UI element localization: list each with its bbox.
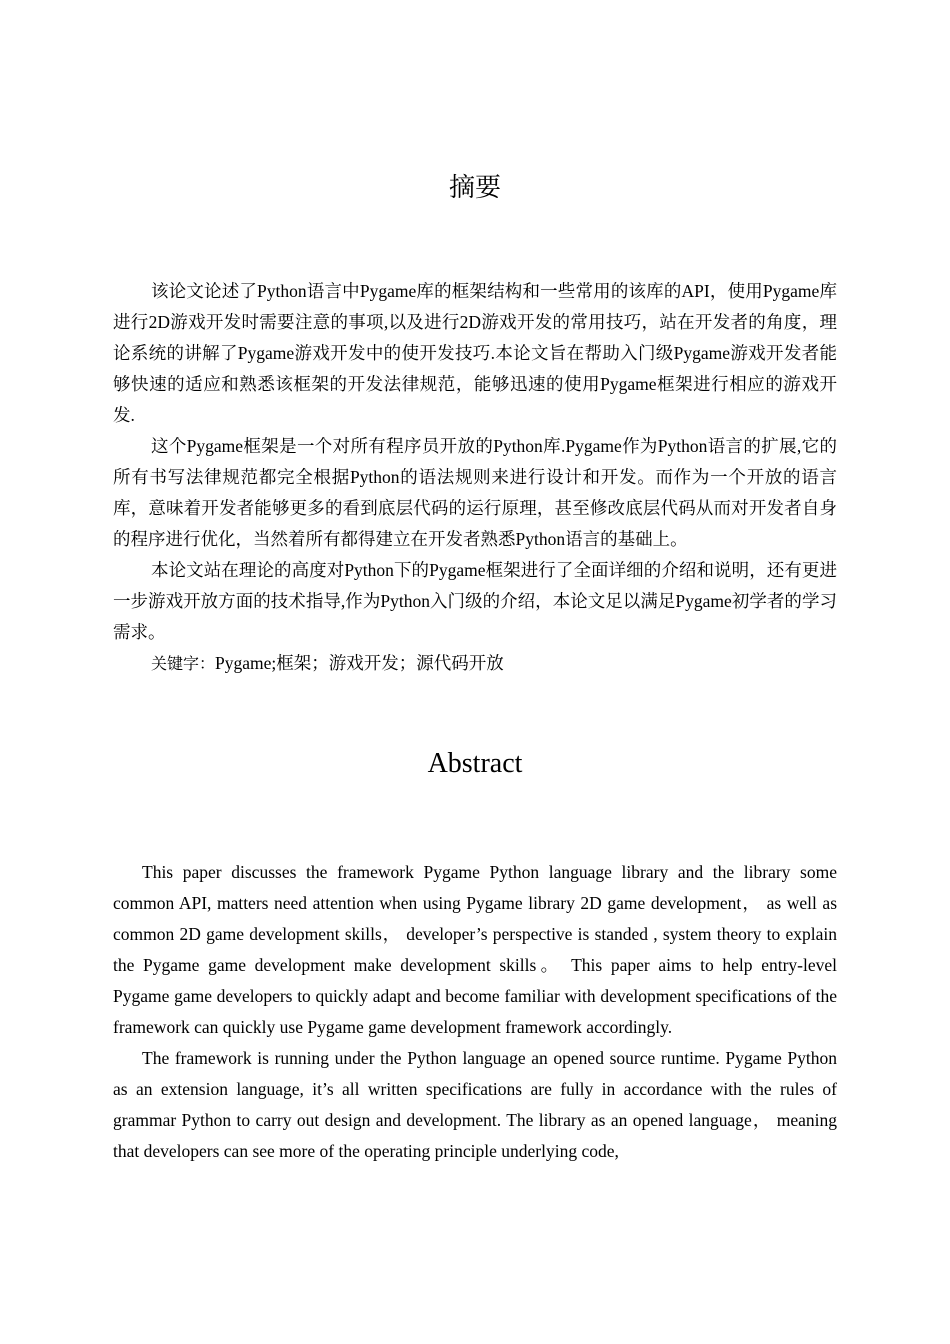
abstract-cn-paragraph: 该论文论述了Python语言中Pygame库的框架结构和一些常用的该库的API，使用Pygame库进行2D游戏开发时需要注意的事项,以及进行2D游戏开发的常用技巧，站在开发者的角度，理论系统的讲解了Pygame游戏开发中的使开发技巧.本论文旨在帮助入门级Pygame游戏开发者能够快速的适应和熟悉该框架的开发法律规范，能够迅速的使用Pygame框架进行相应的游戏开发. <box>113 281 837 425</box>
abstract-cn-body <box>113 276 837 679</box>
abstract-cn-title: 摘要 <box>448 173 501 203</box>
abstract-en-body <box>113 857 837 1167</box>
abstract-en-paragraph: This paper discusses the framework Pygame Python language library and the library some common API, matters need attention when using Pygame library 2D game development， as well as common 2D game development skills， developer’s perspective is standed , system theory to explain the Pygame game development make development skills。 This paper aims to help entry-level Pygame game developers to quickly adapt and become familiar with development specifications of the framework can quickly use Pygame game development framework accordingly. <box>113 862 837 1037</box>
abstract-cn-paragraph: 本论文站在理论的高度对Python下的Pygame框架进行了全面详细的介绍和说明，还有更进一步游戏开放方面的技术指导,作为Python入门级的介绍，本论文足以满足Pygame初学者的学习需求。 <box>113 560 837 642</box>
keywords-line <box>113 648 837 679</box>
abstract-en-paragraph: The framework is running under the Python language an opened source runtime. Pygame Python as an extension language, it’s all written specifications are fully in accordance with the rules of grammar Python to carry out design and development. The library as an opened language， meaning that developers can see more of the operating principle underlying code, <box>113 1048 837 1161</box>
abstract-cn-paragraph: 这个Pygame框架是一个对所有程序员开放的Python库.Pygame作为Python语言的扩展,它的所有书写法律规范都完全根据Python的语法规则来进行设计和开发。而作为一个开放的语言库，意味着开发者能够更多的看到底层代码的运行原理，甚至修改底层代码从而对开发者自身的程序进行优化，当然着所有都得建立在开发者熟悉Python语言的基础上。 <box>113 436 837 549</box>
abstract-en-title: Abstract <box>427 748 523 779</box>
keywords-text: Pygame;框架；游戏开发；源代码开放 <box>215 653 504 673</box>
keywords-label: 关键字： <box>151 654 216 673</box>
